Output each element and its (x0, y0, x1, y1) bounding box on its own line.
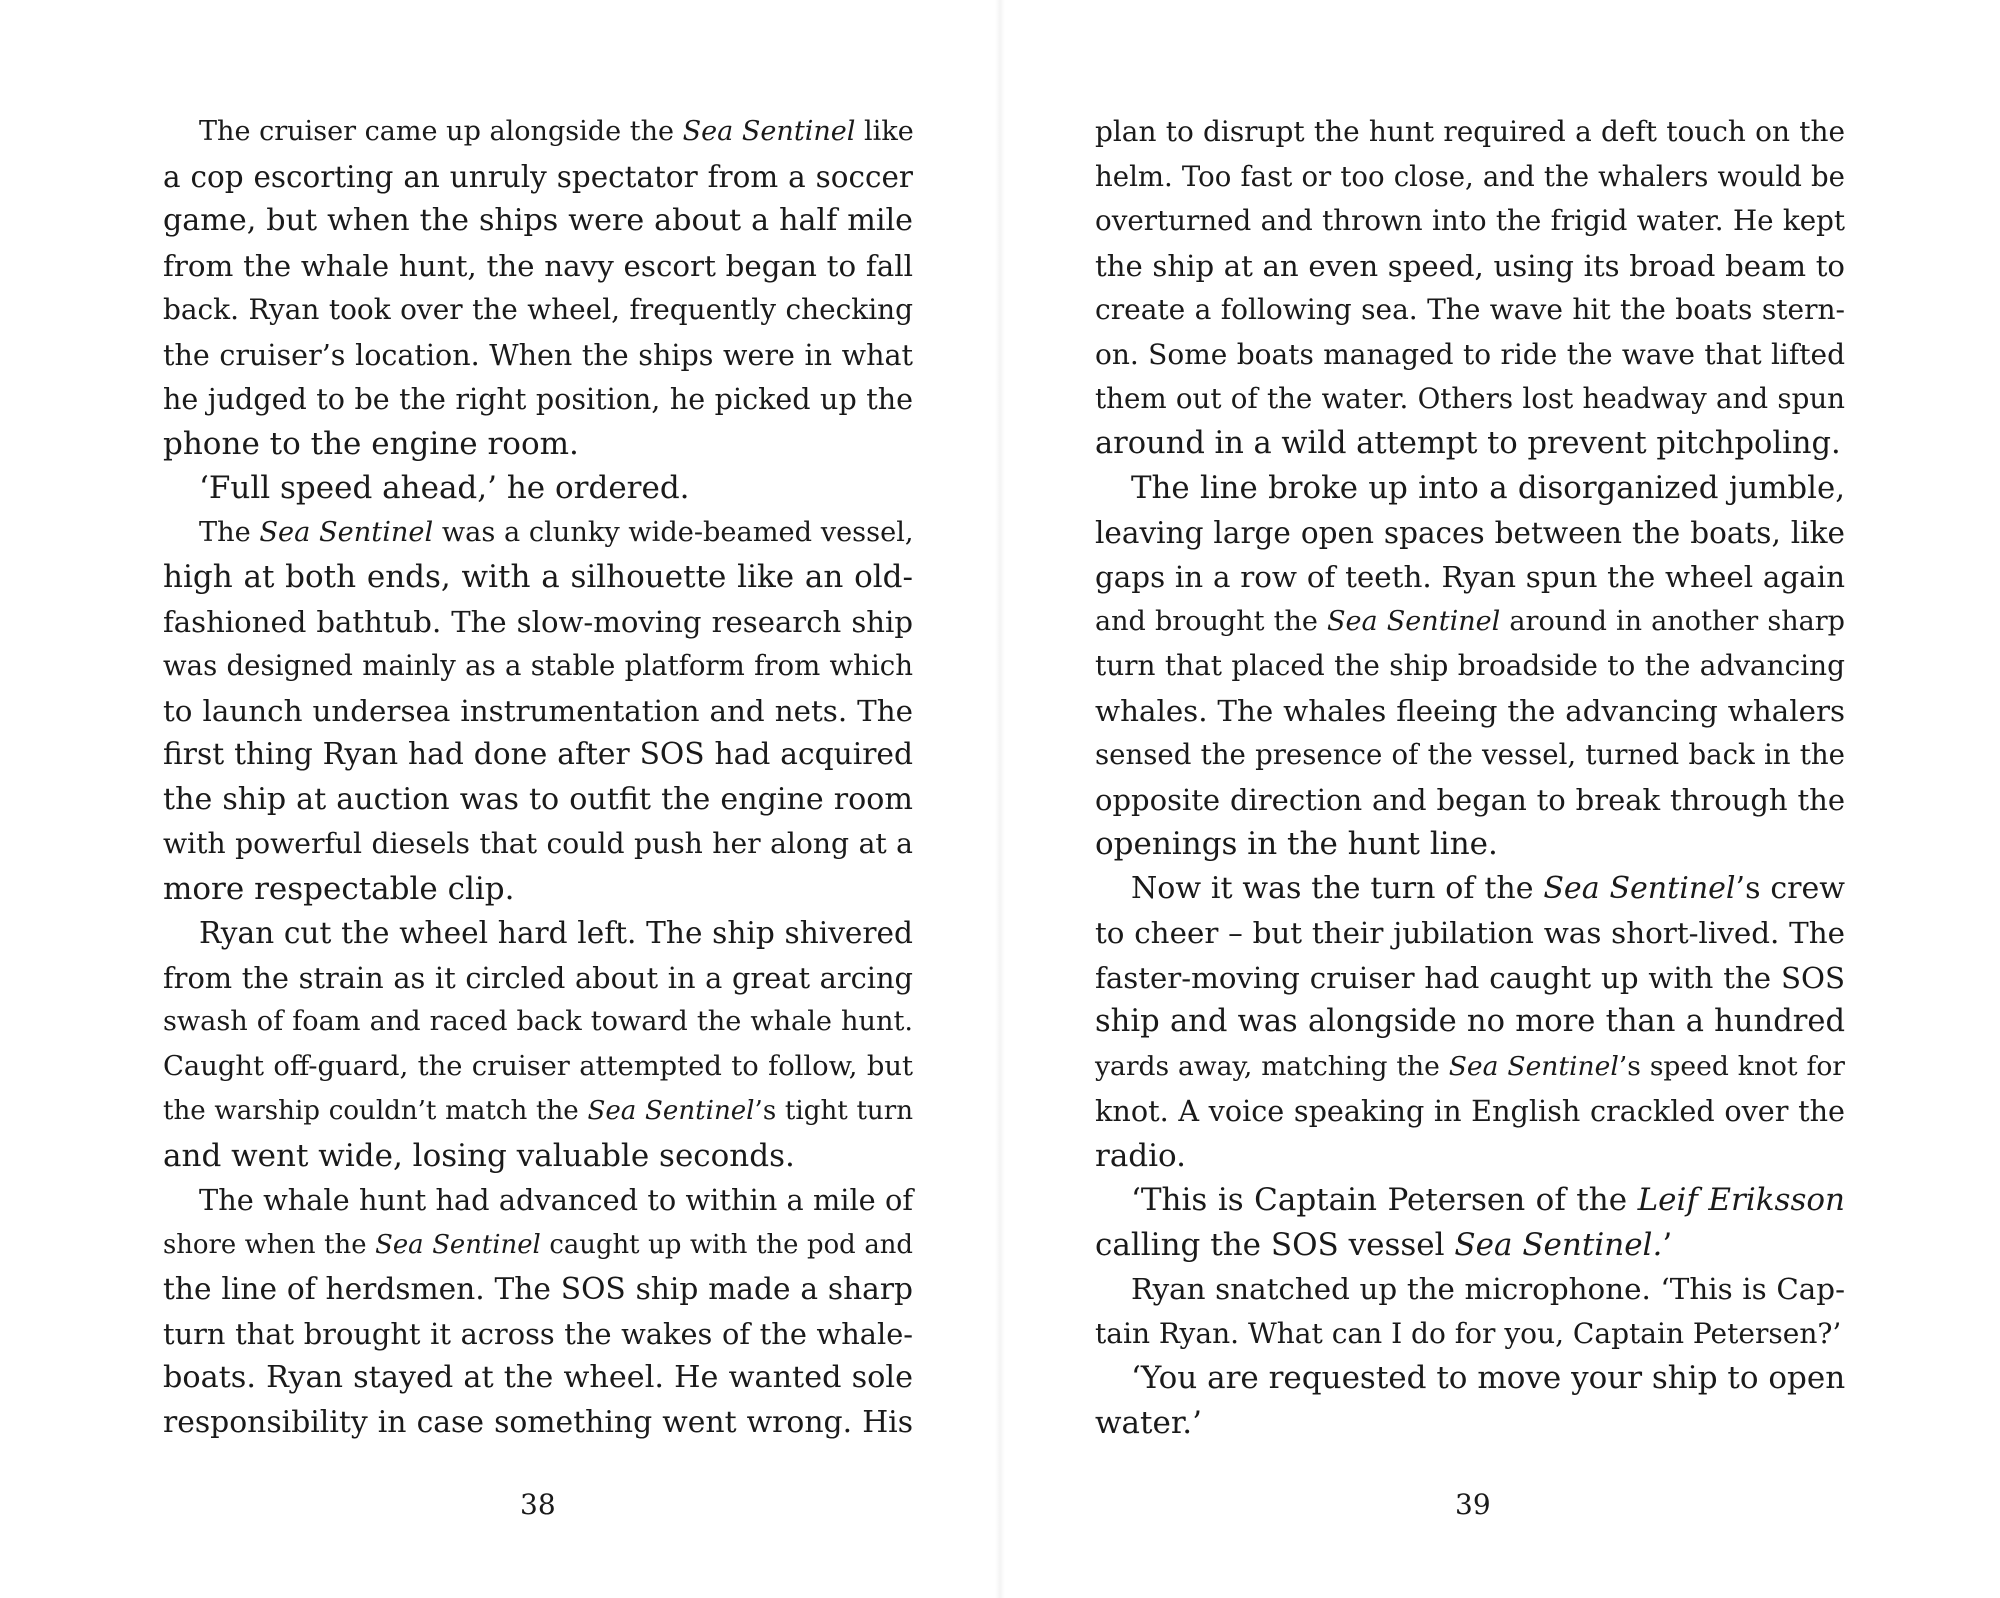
text-segment: The line broke up into a disorganized jumble, (1131, 470, 1845, 506)
right-page-text (1095, 110, 1845, 1445)
text-line (1095, 511, 1845, 556)
text-line (1095, 1267, 1845, 1312)
text-segment: ’ (1662, 1226, 1673, 1263)
text-line (1095, 422, 1845, 467)
text-segment: ’s speed knot for (1618, 1050, 1845, 1082)
text-line (163, 1089, 913, 1134)
text-segment: Now it was the turn of the (1131, 870, 1544, 906)
text-segment: and brought the (1095, 605, 1327, 637)
text-line (1095, 1178, 1845, 1223)
text-segment: more respectable clip. (163, 870, 515, 907)
text-segment: a cop escorting an unruly spectator from a soccer (163, 159, 913, 194)
text-line (163, 600, 913, 645)
text-segment: and went wide, losing valuable seconds. (163, 1137, 795, 1174)
text-segment: to cheer – but their jubilation was short-lived. The (1095, 916, 1845, 950)
text-segment: water.’ (1095, 1404, 1202, 1441)
text-segment: plan to disrupt the hunt required a deft touch on the (1095, 115, 1845, 148)
text-line (1095, 733, 1845, 778)
text-segment: shore when the (163, 1229, 376, 1260)
text-segment: create a following sea. The wave hit the boats stern- (1095, 293, 1845, 326)
text-segment: Ryan snatched up the microphone. ‘This is Cap- (1131, 1272, 1845, 1306)
italic-text-segment: Sea Sentinel (1448, 1050, 1619, 1082)
text-line (163, 733, 913, 778)
text-line (1095, 333, 1845, 378)
text-line (1095, 555, 1845, 600)
text-line (163, 956, 913, 1001)
text-segment: the ship at an even speed, using its broad beam to (1095, 248, 1845, 283)
text-line (163, 155, 913, 200)
text-segment: Caught off-guard, the cruiser attempted to follow, but (163, 1050, 913, 1082)
text-line (163, 377, 913, 422)
text-segment: tain Ryan. What can I do for you, Captain Petersen?’ (1095, 1316, 1842, 1350)
italic-text-segment: Sea Sentinel (587, 1096, 755, 1126)
text-segment: from the strain as it circled about in a great arcing (163, 960, 913, 995)
text-line (163, 778, 913, 823)
text-segment: the warship couldn’t match the (163, 1096, 588, 1126)
text-segment: to launch undersea instrumentation and nets. The (163, 693, 913, 728)
text-line (163, 110, 913, 155)
text-line (163, 466, 913, 511)
text-segment: Ryan cut the wheel hard left. The ship shivered (199, 916, 913, 950)
text-segment: back. Ryan took over the wheel, frequently checking (163, 293, 913, 326)
text-segment: ’s tight turn (754, 1096, 913, 1126)
text-line (163, 911, 913, 956)
text-segment: game, but when the ships were about a half mile (163, 203, 913, 238)
text-line (1095, 466, 1845, 511)
text-segment: swash of foam and raced back toward the whale hunt. (163, 1006, 913, 1037)
text-segment: The (199, 516, 260, 548)
text-segment: the ship at auction was to outfit the engine room (163, 781, 913, 817)
italic-text-segment: Sea Sentinel (259, 516, 434, 548)
text-line (1095, 199, 1845, 244)
text-line (163, 288, 913, 333)
text-segment: ‘This is Captain Petersen of the (1131, 1182, 1638, 1218)
text-line (1095, 244, 1845, 289)
text-line (1095, 288, 1845, 333)
text-segment: was a clunky wide-beamed vessel, (433, 516, 914, 548)
text-line (163, 867, 913, 912)
text-segment: the cruiser’s location. When the ships were in what (163, 337, 913, 372)
text-segment: calling the SOS vessel (1095, 1226, 1455, 1263)
text-segment: helm. Too fast or too close, and the whalers would be (1095, 159, 1845, 193)
text-segment: ’s crew (1735, 870, 1846, 906)
text-line (1095, 956, 1845, 1001)
text-segment: responsibility in case something went wrong. His (163, 1404, 913, 1440)
text-segment: ship and was alongside no more than a hundred (1095, 1004, 1845, 1039)
text-line (163, 1356, 913, 1401)
italic-text-segment: Sea Sentinel (1327, 605, 1501, 637)
text-line (1095, 1356, 1845, 1401)
text-line (1095, 1089, 1845, 1134)
text-segment: with powerful diesels that could push her along at a (163, 827, 913, 860)
text-line (163, 511, 913, 556)
text-line (1095, 911, 1845, 956)
text-segment: from the whale hunt, the navy escort began to fall (163, 248, 913, 283)
left-page-text (163, 110, 913, 1445)
text-segment: radio. (1095, 1137, 1187, 1174)
text-line (163, 422, 913, 467)
text-segment: he judged to be the right position, he picked up the (163, 382, 913, 416)
text-segment: like (855, 116, 914, 147)
text-line (1095, 1134, 1845, 1179)
text-segment: was designed mainly as a stable platform from which (163, 649, 913, 682)
text-line (163, 1267, 913, 1312)
text-line (1095, 1401, 1845, 1446)
text-segment: openings in the hunt line. (1095, 826, 1498, 862)
text-segment: high at both ends, with a silhouette like an old- (163, 559, 913, 595)
text-line (1095, 689, 1845, 734)
text-line (163, 1045, 913, 1090)
text-line (163, 644, 913, 689)
text-segment: ‘Full speed ahead,’ he ordered. (199, 470, 690, 506)
text-segment: fashioned bathtub. The slow-moving research ship (163, 604, 913, 639)
text-line (163, 1223, 913, 1268)
text-segment: knot. A voice speaking in English crackled over the (1095, 1094, 1845, 1128)
text-segment: boats. Ryan stayed at the wheel. He wanted sole (163, 1360, 913, 1395)
text-segment: on. Some boats managed to ride the wave that lifted (1095, 337, 1845, 371)
text-line (1095, 1223, 1845, 1268)
right-page-number: 39 (1455, 1488, 1491, 1521)
text-segment: The whale hunt had advanced to within a mile of (199, 1183, 913, 1217)
text-segment: around in another sharp (1500, 605, 1845, 637)
text-line (1095, 600, 1845, 645)
text-line (163, 1401, 913, 1446)
text-line (163, 1178, 913, 1223)
text-line (163, 333, 913, 378)
text-segment: leaving large open spaces between the boats, like (1095, 515, 1845, 550)
italic-text-segment: Sea Sentinel. (1454, 1226, 1663, 1263)
text-line (1095, 1000, 1845, 1045)
text-segment: gaps in a row of teeth. Ryan spun the wheel again (1095, 560, 1845, 594)
text-segment: them out of the water. Others lost headway and spun (1095, 382, 1845, 415)
text-line (1095, 778, 1845, 823)
text-segment: turn that brought it across the wakes of the whale- (163, 1316, 913, 1351)
text-segment: overturned and thrown into the frigid water. He kept (1095, 204, 1845, 237)
text-segment: caught up with the pod and (540, 1229, 913, 1260)
text-segment: around in a wild attempt to prevent pitchpoling. (1095, 425, 1841, 461)
text-line (163, 689, 913, 734)
text-line (1095, 377, 1845, 422)
text-line (163, 555, 913, 600)
text-line (163, 199, 913, 244)
italic-text-segment: Sea Sentinel (682, 116, 856, 147)
text-segment: The cruiser came up alongside the (199, 116, 683, 147)
text-line (1095, 1045, 1845, 1090)
text-line (163, 244, 913, 289)
italic-text-segment: Leif Eriksson (1637, 1182, 1845, 1218)
text-line (1095, 644, 1845, 689)
text-segment: the line of herdsmen. The SOS ship made a sharp (163, 1271, 913, 1306)
text-line (163, 1312, 913, 1357)
text-segment: phone to the engine room. (163, 425, 579, 462)
text-line (163, 1134, 913, 1179)
text-line (163, 1000, 913, 1045)
italic-text-segment: Sea Sentinel (375, 1229, 541, 1260)
text-line (1095, 1312, 1845, 1357)
text-segment: sensed the presence of the vessel, turned back in the (1095, 738, 1845, 771)
text-segment: opposite direction and began to break through the (1095, 782, 1845, 817)
text-segment: whales. The whales fleeing the advancing whalers (1095, 693, 1845, 728)
text-segment: yards away, matching the (1095, 1050, 1449, 1082)
text-segment: turn that placed the ship broadside to the advancing (1095, 649, 1845, 682)
text-line (1095, 822, 1845, 867)
left-page-number: 38 (520, 1488, 556, 1521)
text-segment: ‘You are requested to move your ship to open (1131, 1360, 1846, 1396)
text-segment: faster-moving cruiser had caught up with the SOS (1095, 960, 1845, 995)
right-page (1000, 0, 2000, 1598)
text-line (1095, 867, 1845, 912)
text-line (1095, 155, 1845, 200)
text-segment: first thing Ryan had done after SOS had acquired (163, 737, 913, 772)
text-line (163, 822, 913, 867)
italic-text-segment: Sea Sentinel (1543, 870, 1736, 906)
text-line (1095, 110, 1845, 155)
